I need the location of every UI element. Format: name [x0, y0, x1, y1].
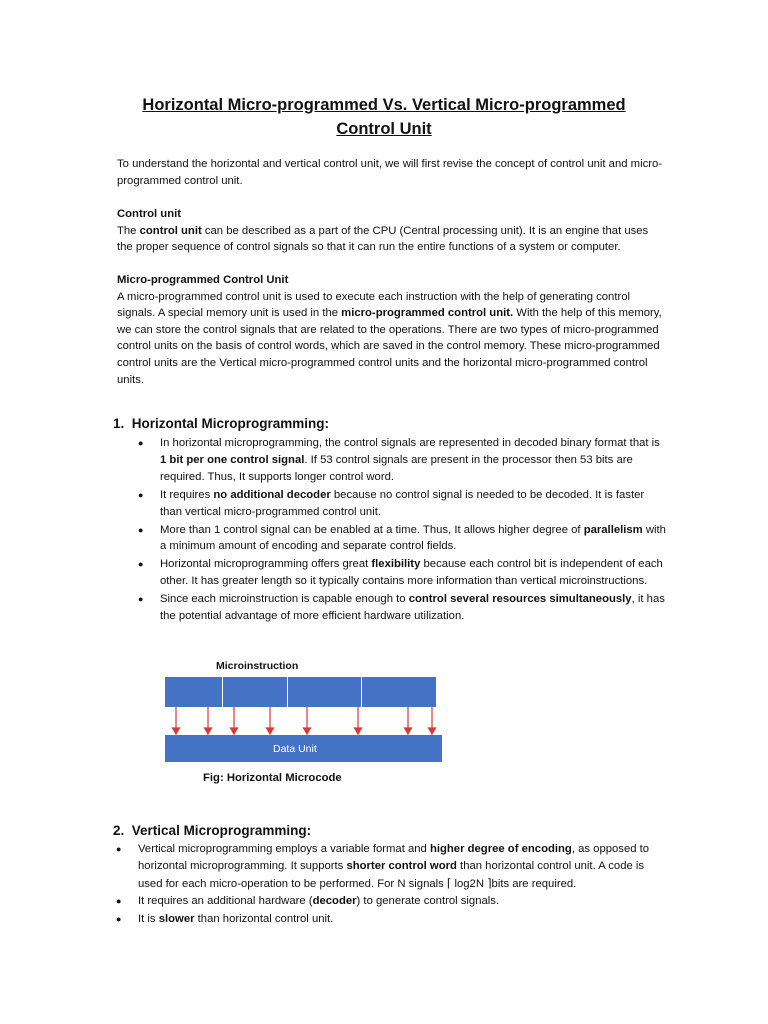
data-unit-label: Data Unit — [273, 743, 317, 755]
horizontal-bullet-list — [138, 435, 668, 626]
vertical-heading: 2. Vertical Microprogramming: — [113, 823, 312, 838]
list-item: ● Since each microinstruction is capable enough to control several resources simultaneously, it has the potential advantage of more efficient hardware utilization. — [138, 593, 665, 623]
mpcu-section: Micro-programmed Control Unit A micro-programmed control unit is used to execute each instruction with the help of generating control signals. A special memory unit is used in the micro-programmed control unit. With the help of this memory, we can store the control signals that are related to the operations. There are two types of micro-programmed control units on the basis of control words, which are saved in the control memory. These micro-programmed control units are the Vertical micro-programmed control units and the horizontal micro-programmed control units. — [117, 274, 662, 386]
intro-paragraph: To understand the horizontal and vertical control unit, we will first revise the concept of control unit and micro-programmed control unit. — [117, 158, 663, 187]
arrow — [267, 707, 274, 734]
list-item: ● It requires an additional hardware (decoder) to generate control signals. — [116, 895, 500, 908]
vertical-bullet-list — [116, 841, 666, 928]
microinstruction-field — [288, 677, 361, 707]
list-item: ● Horizontal microprogramming offers great flexibility because each control bit is independent of each other. It has greater length so it typically contains more information than vertical microinstructions. — [138, 558, 663, 588]
microinstruction-field — [362, 677, 436, 707]
arrow — [231, 707, 238, 734]
mpcu-heading: Micro-programmed Control Unit — [117, 274, 289, 286]
control-unit-heading: Control unit — [117, 208, 181, 220]
control-unit-section: Control unit The control unit can be described as a part of the CPU (Central processing unit). It is an engine that uses the proper sequence of control signals so that it can run the entire functions of a system or computer. — [117, 208, 649, 254]
arrow — [355, 707, 362, 734]
arrow — [205, 707, 212, 734]
arrow — [173, 707, 180, 734]
list-item: ● It requires no additional decoder because no control signal is needed to be decoded. It is faster than vertical micro-programmed control unit. — [138, 488, 645, 518]
horizontal-heading: 1. Horizontal Microprogramming: — [113, 416, 330, 431]
list-item: ● In horizontal microprogramming, the control signals are represented in decoded binary format that is 1 bit per one control signal. If 53 control signals are present in the processor then 53 bits are required. Thus, It supports longer control word. — [138, 437, 660, 483]
microinstruction-label: Microinstruction — [216, 660, 299, 672]
list-item: ● More than 1 control signal can be enabled at a time. Thus, It allows higher degree of parallelism with a minimum amount of encoding and separate control fields. — [138, 523, 666, 553]
arrow — [304, 707, 311, 734]
list-item: ● Vertical microprogramming employs a variable format and higher degree of encoding, as opposed to horizontal microprogramming. It supports shorter control word than horizontal control unit. A code is used for each micro-operation to be performed. For N signals ⌈ log2N ⌉bits are required. — [116, 843, 650, 890]
microinstruction-field — [165, 677, 222, 707]
microinstruction-field — [223, 677, 287, 707]
microinstruction-bar — [165, 677, 436, 707]
figure-caption: Fig: Horizontal Microcode — [203, 772, 342, 784]
arrow — [429, 707, 436, 734]
control-signal-arrows — [173, 707, 436, 734]
page-title: Horizontal Micro-programmed Vs. Vertical Micro-programmed Control Unit — [142, 96, 626, 138]
arrow — [405, 707, 412, 734]
list-item: ● It is slower than horizontal control unit. — [116, 912, 334, 925]
